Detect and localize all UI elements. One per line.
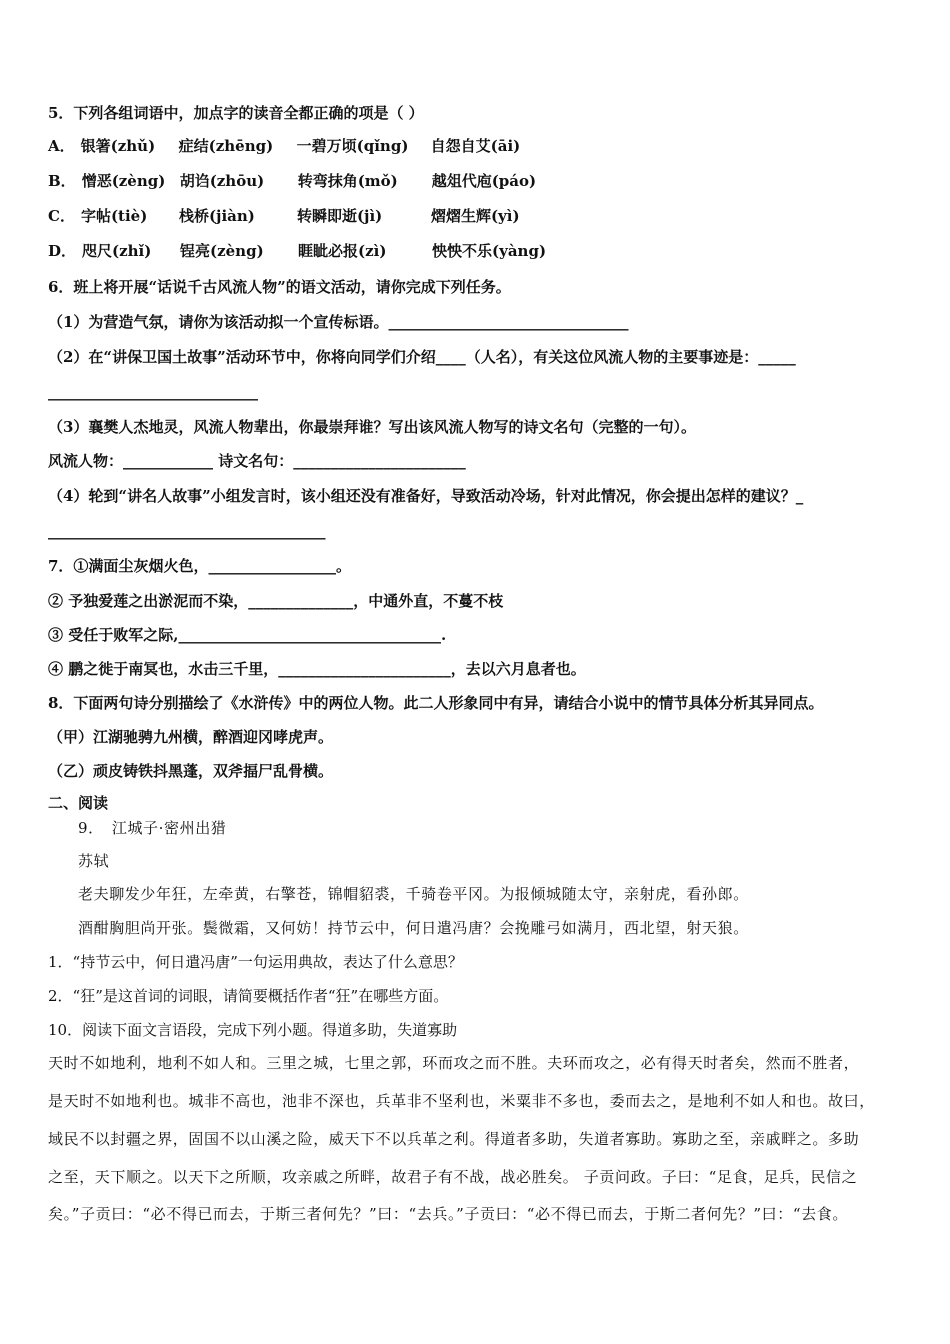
option-item: 字帖(tiè) xyxy=(80,207,148,225)
q5-option-d[interactable] xyxy=(48,241,546,261)
q7-line3[interactable]: ③ 受任于败军之际,___________________________________. xyxy=(48,626,447,644)
q10-text-line: 域民不以封疆之界，固国不以山溪之险，威天下不以兵革之利。得道者多助，失道者寡助。寡助之至，亲戚畔之。多助 xyxy=(48,1130,860,1148)
q10-stem: 10．阅读下面文言语段，完成下列小题。得道多助，失道寡助 xyxy=(48,1021,458,1039)
option-item: 一碧万顷(qǐng) xyxy=(296,137,409,155)
q9-poem-line1: 老夫聊发少年狂，左牵黄，右擎苍，锦帽貂裘，千骑卷平冈。为报倾城随太守，亲射虎，看孙郎。 xyxy=(78,885,749,903)
q6-part1[interactable]: （1）为营造气氛，请你为该活动拟一个宣传标语。________________________________ xyxy=(48,313,629,331)
q7-line1[interactable]: 7．①满面尘灰烟火色，_________________。 xyxy=(48,557,351,575)
option-item: 转弯抹角(mǒ) xyxy=(297,172,398,190)
option-item: 转瞬即逝(jì) xyxy=(296,207,383,225)
option-item: 睚眦必报(zì) xyxy=(298,242,387,260)
option-item: 憎恶(zèng) xyxy=(81,172,166,190)
q8-line-b: （乙）顽皮铸铁抖黑蓬，双斧揊尸乱骨横。 xyxy=(48,762,334,780)
q9-sub2: 2．“狂”是这首词的词眼，请简要概括作者“狂”在哪些方面。 xyxy=(48,987,449,1005)
q10-text-line: 是天时不如地利也。城非不高也，池非不深也，兵革非不坚利也，米粟非不多也，委而去之，是地利不如人和也。故曰， xyxy=(48,1092,875,1110)
q7-line4[interactable]: ④ 鹏之徙于南冥也，水击三千里，_______________________，去以六月息者也。 xyxy=(48,660,586,678)
q9-poem-line2: 酒酣胸胆尚开张。鬓微霜，又何妨！持节云中，何日遣冯唐？会挽雕弓如满月，西北望，射天狼。 xyxy=(78,919,749,937)
option-item: 怏怏不乐(yàng) xyxy=(432,242,547,260)
q5-option-b[interactable] xyxy=(48,171,536,191)
q9-author: 苏轼 xyxy=(78,852,110,870)
q6-part3-fill[interactable]: 风流人物：____________ 诗文名句：_______________________ xyxy=(48,452,466,470)
q6-part4[interactable]: （4）轮到“讲名人故事”小组发言时，该小组还没有准备好，导致活动冷场，针对此情况，你会提出怎样的建议？_ xyxy=(48,487,804,505)
option-item: 自怨自艾(āi) xyxy=(430,137,521,155)
q9-sub1: 1．“持节云中，何日遣冯唐”一句运用典故，表达了什么意思？ xyxy=(48,953,463,971)
q8-line-a: （甲）江湖驰骋九州横，醉酒迎冈哮虎声。 xyxy=(48,728,334,746)
option-item: 银箸(zhǔ) xyxy=(80,137,156,155)
q6-part2[interactable]: （2）在“讲保卫国土故事”活动环节中，你将向同学们介绍____（人名），有关这位风流人物的主要事迹是：_____ xyxy=(48,348,796,366)
option-item: 症结(zhēng) xyxy=(178,137,274,155)
q6-part2-blank[interactable]: ____________________________ xyxy=(48,383,258,401)
q9-title: 9． 江城子·密州出猎 xyxy=(78,819,227,837)
option-item: 胡诌(zhōu) xyxy=(179,172,265,190)
q6-stem: 6．班上将开展“话说千古风流人物”的语文活动，请你完成下列任务。 xyxy=(48,278,511,296)
q5-option-a[interactable] xyxy=(48,136,520,156)
option-item: 栈桥(jiàn) xyxy=(178,207,255,225)
option-label: D． xyxy=(48,242,77,260)
q5-option-c[interactable] xyxy=(48,206,520,226)
option-item: 咫尺(zhǐ) xyxy=(82,242,152,260)
option-item: 锃亮(zèng) xyxy=(180,242,264,260)
q10-text-line: 天时不如地利，地利不如人和。三里之城，七里之郭，环而攻之而不胜。夫环而攻之，必有得天时者矣，然而不胜者， xyxy=(48,1054,860,1072)
q10-text-line: 之至，天下顺之。以天下之所顺，攻亲戚之所畔，故君子有不战，战必胜矣。 子贡问政。子曰：“足食，足兵，民信之 xyxy=(48,1168,858,1186)
q5-stem: 5．下列各组词语中，加点字的读音全都正确的项是（ ） xyxy=(48,104,424,122)
q7-line2[interactable]: ② 予独爱莲之出淤泥而不染，______________，中通外直，不蔓不枝 xyxy=(48,592,504,610)
option-label: C． xyxy=(48,207,75,225)
q8-stem: 8．下面两句诗分别描绘了《水浒传》中的两位人物。此二人形象同中有异，请结合小说中的情节具体分析其异同点。 xyxy=(48,694,824,712)
section-heading: 二、阅读 xyxy=(48,794,109,812)
option-label: B． xyxy=(48,172,76,190)
q6-part3: （3）襄樊人杰地灵，风流人物辈出，你最崇拜谁？写出该风流人物写的诗文名句（完整的一句）。 xyxy=(48,418,696,436)
q10-text-line: 矣。”子贡曰：“必不得已而去，于斯三者何先？”曰：“去兵。”子贡曰：“必不得已而去，于斯二者何先？”曰：“去食。 xyxy=(48,1205,848,1223)
option-label: A． xyxy=(48,137,75,155)
q6-part4-blank[interactable]: _____________________________________ xyxy=(48,522,326,540)
option-item: 熠熠生辉(yì) xyxy=(430,207,520,225)
option-item: 越俎代庖(páo) xyxy=(431,172,537,190)
